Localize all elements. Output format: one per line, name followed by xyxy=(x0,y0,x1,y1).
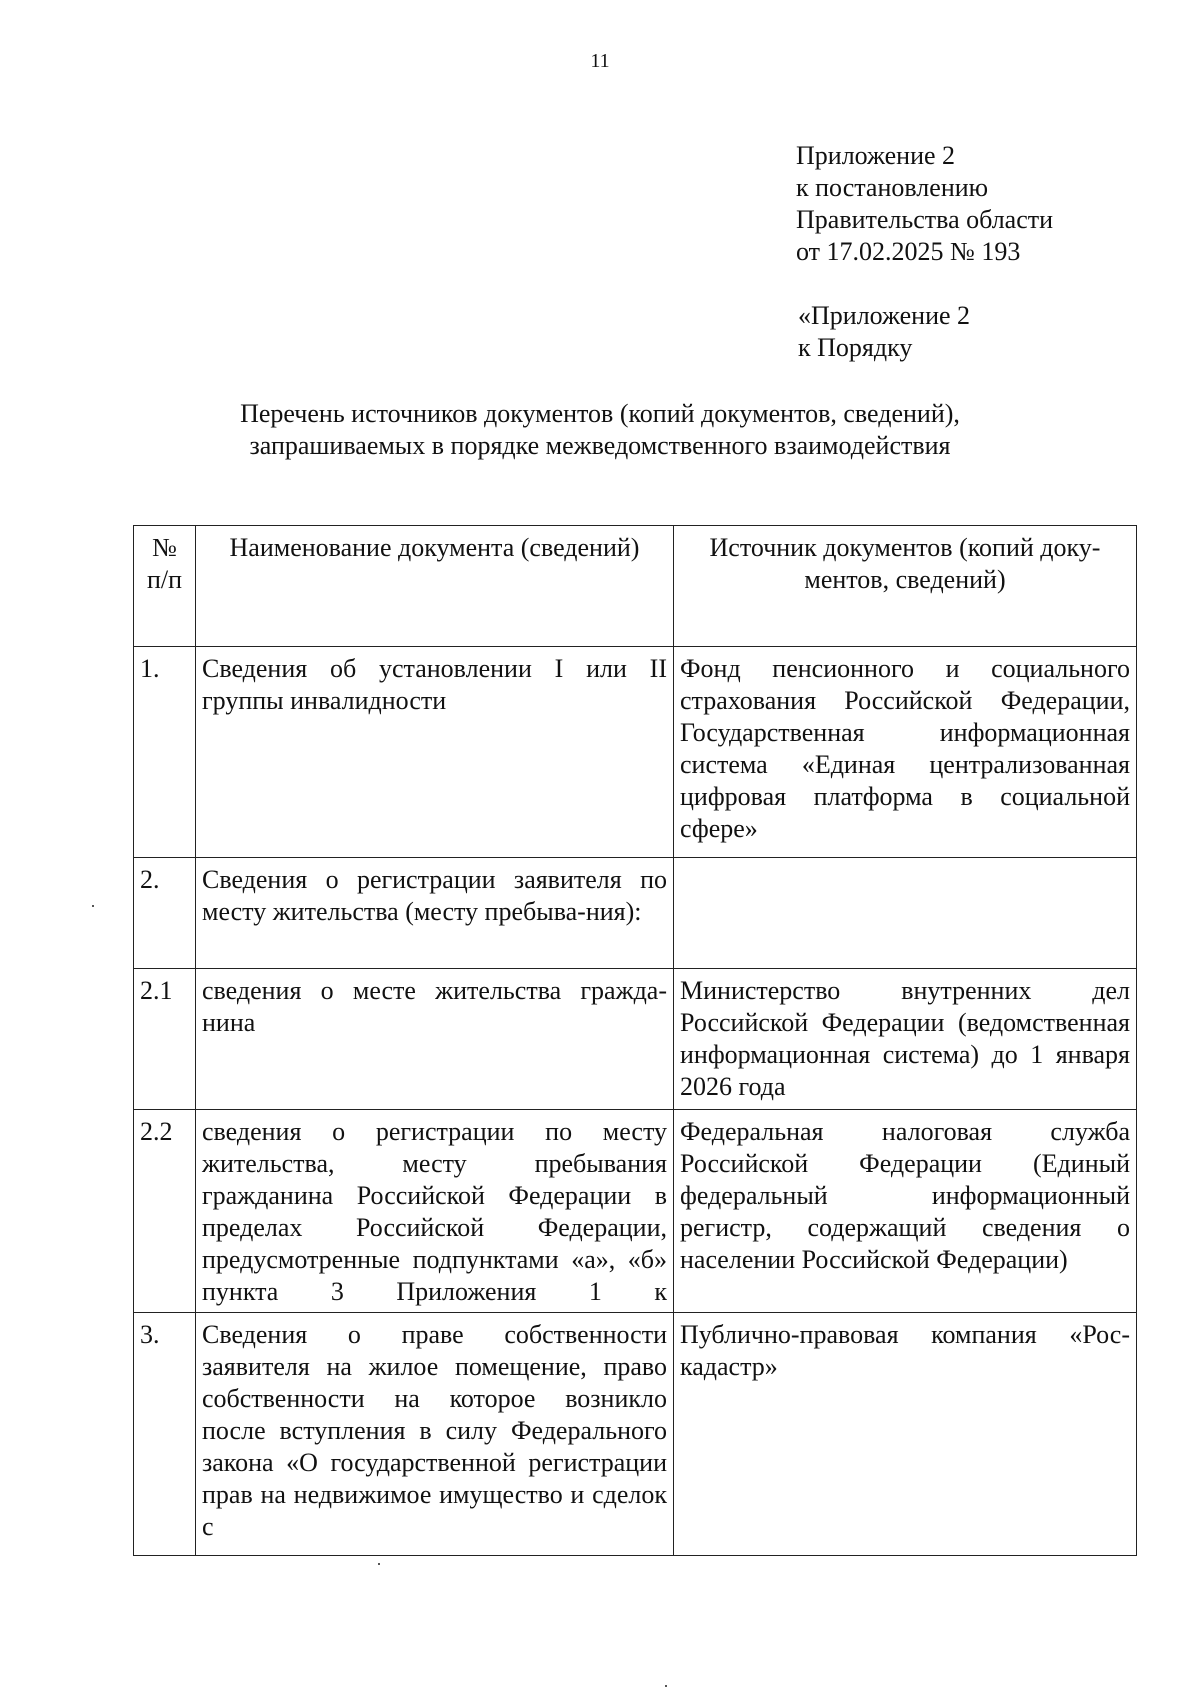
header-source: Источник документов (копий доку-ментов, сведений) xyxy=(674,526,1137,647)
row-source: Публично-правовая компания «Рос-кадастр» xyxy=(674,1313,1137,1556)
row-document-name: сведения о регистрации по месту жительства, месту пребывания гражданина Российской Федерации в пределах Российской Федерации, предусмотренные подпунктами «а», «б» пункта 3 Приложения 1 к xyxy=(196,1110,674,1313)
table-row xyxy=(134,1110,1137,1313)
row-num: 3. xyxy=(134,1313,196,1556)
order-appendix-line: к Порядку xyxy=(798,333,913,362)
row-num: 2.2 xyxy=(134,1110,196,1313)
scan-speck xyxy=(665,1685,667,1687)
row-num: 1. xyxy=(134,647,196,858)
document-title xyxy=(0,398,1200,462)
appendix-line: Правительства области xyxy=(796,205,1054,234)
header-num: № п/п xyxy=(134,526,196,647)
scan-speck xyxy=(378,1563,380,1565)
row-num: 2. xyxy=(134,858,196,969)
appendix-header xyxy=(796,140,1053,268)
page-number: 11 xyxy=(590,50,610,72)
appendix-line: от 17.02.2025 № 193 xyxy=(796,237,1021,266)
order-appendix-header xyxy=(798,300,970,364)
table-row xyxy=(134,858,1137,969)
row-document-name: Сведения о праве собственности заявителя на жилое помещение, право собственности на которое возникло после вступления в силу Федерального закона «О государственной регистрации прав на недвижимое имущество и сделок с xyxy=(196,1313,674,1556)
scan-speck xyxy=(92,905,94,907)
row-document-name: сведения о месте жительства гражда-нина xyxy=(196,969,674,1110)
row-source: Министерство внутренних дел Российской Федерации (ведомственная информационная система) до 1 января 2026 года xyxy=(674,969,1137,1110)
table-row xyxy=(134,969,1137,1110)
row-source xyxy=(674,858,1137,969)
table-row xyxy=(134,1313,1137,1556)
sources-table xyxy=(133,525,1137,1556)
document-title-line: Перечень источников документов (копий документов, сведений), xyxy=(240,399,960,428)
header-name: Наименование документа (сведений) xyxy=(196,526,674,647)
table-row xyxy=(134,647,1137,858)
row-document-name: Сведения об установлении I или II группы инвалидности xyxy=(196,647,674,858)
appendix-line: к постановлению xyxy=(796,173,989,202)
order-appendix-line: «Приложение 2 xyxy=(798,301,971,330)
row-num: 2.1 xyxy=(134,969,196,1110)
row-document-name: Сведения о регистрации заявителя по месту жительства (месту пребыва-ния): xyxy=(196,858,674,969)
row-source: Федеральная налоговая служба Российской Федерации (Единый федеральный информационный регистр, содержащий сведения о населении Российской Федерации) xyxy=(674,1110,1137,1313)
row-source: Фонд пенсионного и социального страхования Российской Федерации, Государственная информационная система «Единая централизованная цифровая платформа в социальной сфере» xyxy=(674,647,1137,858)
appendix-line: Приложение 2 xyxy=(796,141,956,170)
table-header-row xyxy=(134,526,1137,647)
document-title-line: запрашиваемых в порядке межведомственного взаимодействия xyxy=(249,431,951,460)
